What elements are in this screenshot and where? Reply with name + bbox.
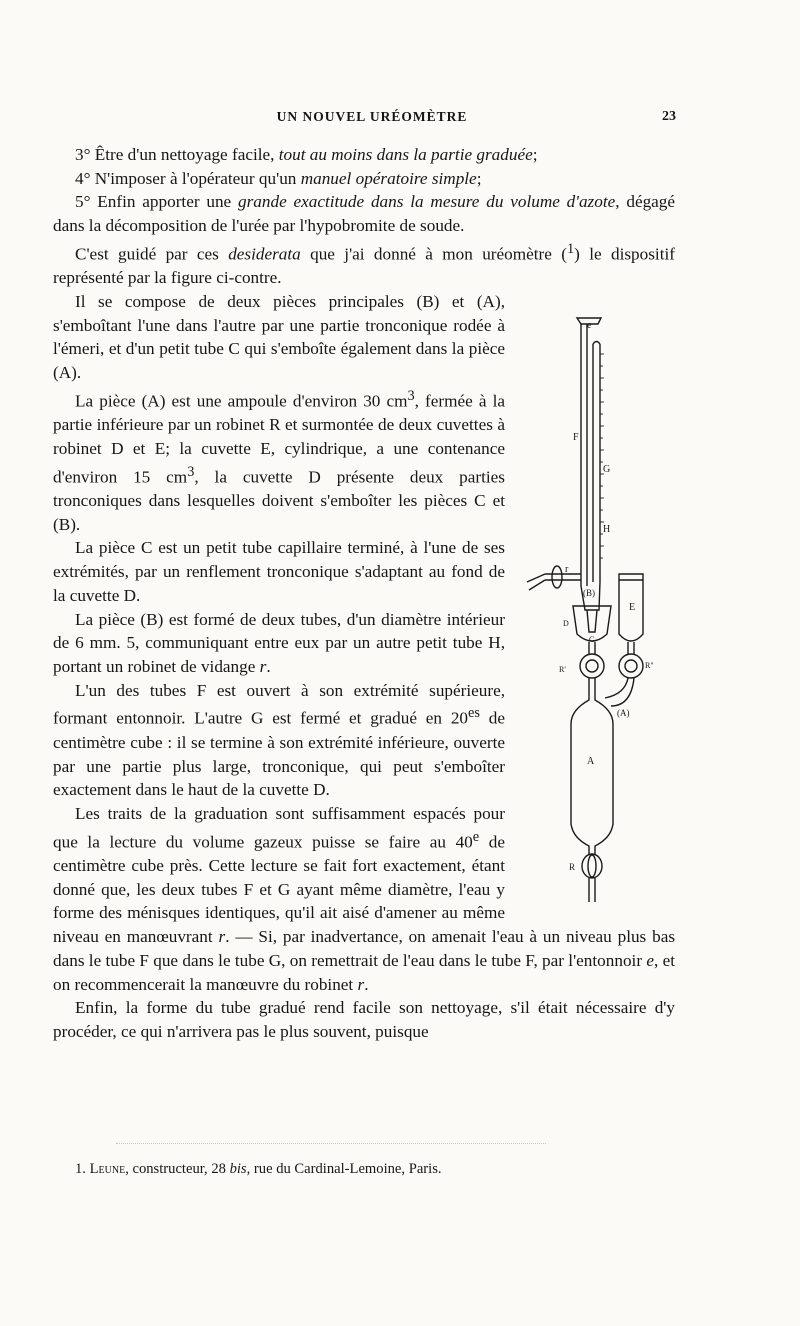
robinet-r: [552, 566, 562, 588]
label-r: r: [565, 563, 569, 575]
tube-C: [587, 610, 597, 632]
connector-E: [628, 642, 634, 654]
stopcock-R-inner: [588, 855, 596, 877]
label-F: F: [573, 431, 579, 443]
paragraph-tubes: L'un des tubes F est ouvert à son extrémité supérieure, formant entonnoir. L'autre G est fermé et gradué en $20^{es}$ de centimètre cube : il se termine à son extrémité inférieure, ouverte par une partie plus large, tronconique, qui peut s'emboîter exactement dans le haut de la cuvette D.: [53, 680, 505, 800]
tube-G-top: [593, 341, 600, 344]
paragraph-desiderata: C'est guidé par ces desiderata que j'ai donné à mon uréomètre ($^1$) le dispositif représenté par la figure ci-contre.: [53, 240, 675, 288]
footnote-separator: [116, 1143, 546, 1144]
label-E: E: [629, 601, 636, 613]
paragraph-composition: Il se compose de deux pièces principales (B) et (A), s'emboîtant l'une dans l'autre par une partie tronconique rodée à l'émeri, et d'un petit tube C qui s'emboîte également dans la pièce (A).: [53, 291, 505, 383]
drain-spout: [527, 574, 545, 590]
label-B: (B): [583, 587, 595, 598]
paragraph-graduation: Les traits de la graduation sont suffisamment espacés pour que la lecture du volume gazeux puisse se faire au 40e de centimètre cube près. Cette lecture se fait fort exactement, étant donné que, les deux tubes F et G ayant même diamètre, l'eau y forme des ménisques identiques, qu'il ait aisé d'amener au même niveau en manœuvrant r. — Si, par inadvertance, on amenait l'eau à un niveau plus bas dans le tube F que dans le tube G, on remettrait de l'eau dans le tube F, par l'entonnoir e, et on recommencerait la manœuvre du robinet r.: [53, 803, 676, 994]
running-title: UN NOUVEL URÉOMÈTRE: [276, 109, 468, 124]
label-A-paren: (A): [617, 707, 630, 718]
paragraph-piece-B: La pièce (B) est formé de deux tubes, d'un diamètre intérieur de 6 mm. 5, communiquant entre eux par un autre petit tube H, portant un robinet de vidange r.: [53, 609, 505, 676]
label-e: e: [587, 319, 592, 331]
label-A: A: [587, 755, 595, 767]
body-text: [53, 143, 675, 1044]
footnote-ref: 1: [566, 240, 575, 257]
label-H: H: [603, 523, 611, 535]
footnote-name: Leune: [89, 1161, 126, 1177]
paragraph-piece-C: La pièce C est un petit tube capillaire terminé, à l'une de ses extrémités, par un renflement tronconique s'adaptant au fond de la cuvette D.: [53, 538, 505, 605]
ampoule-A: [571, 690, 613, 854]
footnote: 1. Leune, constructeur, 28 bis, rue du Cardinal-Lemoine, Paris.: [75, 1161, 442, 1177]
label-R: R: [569, 861, 576, 872]
label-C: C: [589, 634, 595, 644]
paragraph-criterion-4: 4° N'imposer à l'opérateur qu'un manuel opératoire simple;: [75, 168, 482, 188]
stopcock-R-prime: [580, 654, 604, 678]
joint-right: [605, 678, 634, 706]
joint-left: [589, 678, 595, 690]
ureometer-figure: [515, 314, 675, 902]
stopcock-R: [582, 854, 602, 878]
outlet-tube: [589, 878, 595, 902]
paragraph-piece-A: La pièce (A) est une ampoule d'environ 30 $cm^3$, fermée à la partie inférieure par un robinet R et surmontée de deux cuvettes à robinet D et E; la cuvette E, cylindrique, a une contenance d'environ 15 $cm^3$, la cuvette D présente deux parties tronconiques dans lesquelles doivent s'emboîter les pièces C et (B).: [53, 387, 505, 534]
ureometer-diagram: [515, 314, 675, 902]
stopcock-R-second: [619, 654, 643, 678]
label-G: G: [603, 463, 611, 475]
label-R-prime: R': [559, 664, 566, 674]
running-header: [62, 109, 682, 133]
stopcock-R-prime-inner: [586, 660, 598, 672]
paragraph-criterion-3: 3° Être d'un nettoyage facile, tout au moins dans la partie graduée;: [75, 145, 538, 164]
label-R-second: R": [645, 660, 654, 670]
tube-H: [545, 574, 581, 580]
stopcock-R-second-inner: [625, 660, 637, 672]
page-number: 23: [662, 109, 676, 124]
paragraph-criterion-5: 5° Enfin apporter une grande exactitude dans la mesure du volume d'azote, dégagé dans la décomposition de l'urée par l'hypobromite de soude.: [53, 192, 676, 236]
footnote-number: 1.: [75, 1161, 86, 1177]
paragraph-cleaning: Enfin, la forme du tube gradué rend facile son nettoyage, s'il était nécessaire d'y procéder, ce qui n'arrivera pas le plus souvent, puisque: [53, 998, 675, 1041]
label-D: D: [563, 618, 569, 628]
